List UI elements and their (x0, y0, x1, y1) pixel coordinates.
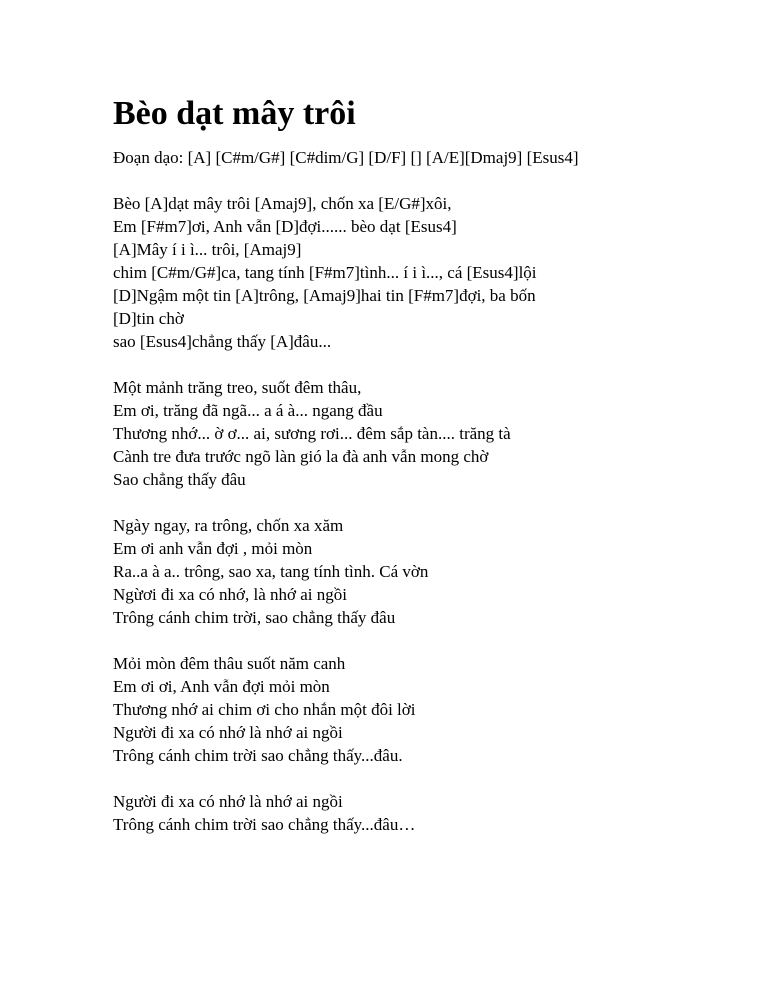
lyric-line: [D]tin chờ (113, 309, 184, 328)
lyric-line: Sao chẳng thấy đâu (113, 470, 246, 489)
lyric-line: Thương nhớ ai chim ơi cho nhắn một đôi lời (113, 700, 416, 719)
lyric-line: chim [C#m/G#]ca, tang tính [F#m7]tình... í i ì..., cá [Esus4]lội (113, 263, 537, 282)
lyric-line: Cành tre đưa trước ngõ làn gió la đà anh vẫn mong chờ (113, 447, 489, 466)
verse-block-4 (113, 652, 733, 767)
verse-block-5 (113, 790, 733, 836)
verse-block-1 (113, 192, 733, 353)
lyric-line: Trông cánh chim trời sao chẳng thấy...đâu… (113, 815, 416, 834)
verse-block-2 (113, 376, 733, 491)
lyric-line: Người đi xa có nhớ là nhớ ai ngồi (113, 792, 343, 811)
lyric-line: Em ơi ơi, Anh vẫn đợi mỏi mòn (113, 677, 330, 696)
lyric-line: Mỏi mòn đêm thâu suốt năm canh (113, 654, 346, 673)
lyric-line: Bèo [A]dạt mây trôi [Amaj9], chốn xa [E/G#]xôi, (113, 194, 452, 213)
lyric-line: Ngừơi đi xa có nhớ, là nhớ ai ngồi (113, 585, 348, 604)
verse-block-3 (113, 514, 733, 629)
song-title: Bèo dạt mây trôi (113, 95, 356, 132)
lyric-line: Em ơi anh vẫn đợi , mỏi mòn (113, 539, 313, 558)
intro-chords: Đoạn dạo: [A] [C#m/G#] [C#dim/G] [D/F] [] [A/E][Dmaj9] [Esus4] (113, 148, 579, 167)
lyric-line: Em ơi, trăng đã ngã... a á à... ngang đầu (113, 401, 383, 420)
lyric-line: Ra..a à a.. trông, sao xa, tang tính tình. Cá vờn (113, 562, 429, 581)
lyric-line: sao [Esus4]chẳng thấy [A]đâu... (113, 332, 332, 351)
lyric-line: Một mảnh trăng treo, suốt đêm thâu, (113, 378, 362, 397)
lyric-line: Trông cánh chim trời sao chẳng thấy...đâu. (113, 746, 403, 765)
document-page (113, 92, 733, 859)
lyric-line: Em [F#m7]ơi, Anh vẫn [D]đợi...... bèo dạt [Esus4] (113, 217, 457, 236)
lyric-line: Người đi xa có nhớ là nhớ ai ngồi (113, 723, 343, 742)
lyric-line: Ngày ngay, ra trông, chốn xa xăm (113, 516, 344, 535)
lyric-line: Trông cánh chim trời, sao chẳng thấy đâu (113, 608, 396, 627)
lyric-line: [A]Mây í i ì... trôi, [Amaj9] (113, 240, 302, 259)
lyric-line: Thương nhớ... ờ ơ... ai, sương rơi... đêm sắp tàn.... trăng tà (113, 424, 511, 443)
lyric-line: [D]Ngậm một tin [A]trông, [Amaj9]hai tin [F#m7]đợi, ba bốn (113, 286, 536, 305)
